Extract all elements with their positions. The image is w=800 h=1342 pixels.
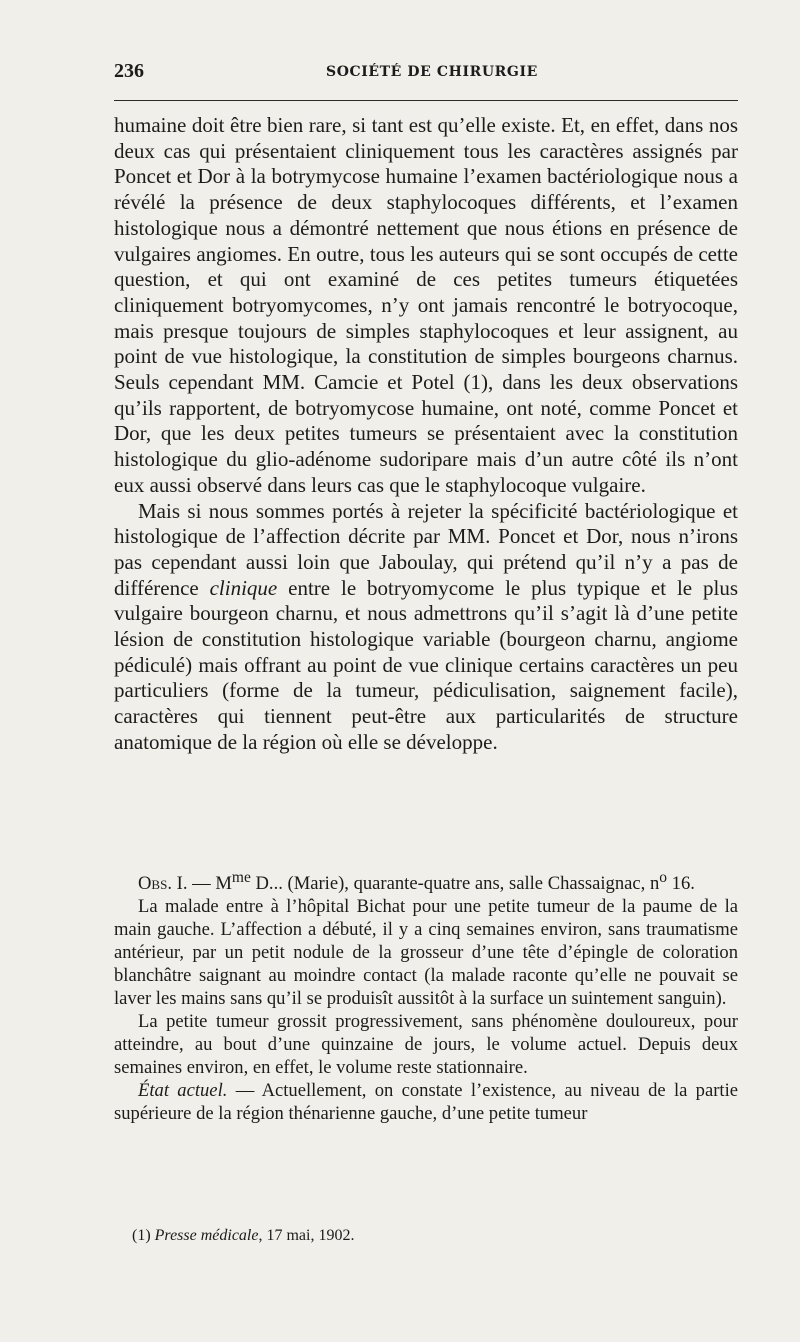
observation-block (114, 866, 738, 1125)
footnote-date: , 17 mai, 1902. (258, 1227, 355, 1244)
etat-actuel: État actuel. (138, 1080, 228, 1102)
observation-intro: Obs. I. — $M^{me}$ D... (Marie), quarante-quatre ans, salle Chassaignac, $n^o$ 16. (138, 869, 695, 895)
header-rule (114, 100, 738, 101)
paragraph-1: humaine doit être bien rare, si tant est qu’elle existe. Et, en effet, dans nos deux cas qui présentaient cliniquement tous les caractères assignés par Poncet et Dor à la botrymycose humaine l’examen bactériologique nous a révélé la présence de deux staphylocoques différents, et l’examen histologique nous a démontré nettement que nous étions en présence de vulgaires angiomes. En outre, tous les auteurs qui se sont occupés de cette question, et qui ont examiné de ces petites tumeurs étiquetées cliniquement botryomycomes, n’y ont jamais rencontré le botryocoque, mais presque toujours de simples staphylocoques et leur assignent, au point de vue histologique, la constitution de simples bourgeons charnus. Seuls cependant MM. Camcie et Potel (1), dans les deux observations qu’ils rapportent, de botryomycose humaine, ont noté, comme Poncet et Dor, que les deux petites tumeurs se présentaient avec la constitution histologique du glio-adénome sudoripare mais d’un autre côté ils n’ont eux aussi observé dans leurs cas que le staphylocoque vulgaire. (114, 113, 738, 497)
footnote (132, 1226, 732, 1246)
paragraph-2: Mais si nous sommes portés à rejeter la spécificité bactériologique et histologique de l’affection décrite par MM. Poncet et Dor, nous n’irons pas cependant aussi loin que Jaboulay, qui prétend qu’il n’y a pas de différence clinique entre le botryomycome le plus typique et le plus vulgaire bourgeon charnu, et nous admettrons qu’il s’agit là d’une petite lésion de constitution histologique variable (bourgeon charnu, angiome pédiculé) mais offrant au point de vue clinique certains caractères un peu particuliers (forme de la tumeur, pédiculisation, saignement facile), caractères qui tiennent peut-être aux particularités de structure anatomique de la région où elle se développe. (114, 498, 738, 754)
italic-clinique: clinique (209, 575, 278, 600)
footnote-source: Presse médicale (154, 1227, 259, 1244)
page-header (114, 60, 738, 90)
running-title: SOCIÉTÉ DE CHIRURGIE (326, 64, 538, 80)
main-text (114, 113, 738, 756)
page-number: 236 (114, 60, 144, 82)
observation-label: Obs. I. (138, 873, 188, 895)
observation-paragraph-3: La petite tumeur grossit progressivement, sans phénomène douloureux, pour atteindre, au bout d’une quinzaine de jours, le volume actuel. Depuis deux semaines environ, en effet, le volume reste stationnaire. (114, 1011, 738, 1079)
footnote-marker: (1) (132, 1227, 155, 1244)
observation-paragraph-2: La malade entre à l’hôpital Bichat pour une petite tumeur de la paume de la main gauche. L’affection a débuté, il y a cinq semaines environ, sans traumatisme antérieur, par un petit nodule de la grosseur d’une tête d’épingle de coloration blanchâtre saignant au moindre contact (la malade raconte qu’elle ne pouvait se laver les mains sans qu’il se produisît aussitôt à la surface un suintement sanguin). (114, 896, 738, 1010)
observation-paragraph-4: État actuel. — Actuellement, on constate l’existence, au niveau de la partie supérieure de la région thénarienne gauche, d’une petite tumeur (114, 1080, 738, 1125)
